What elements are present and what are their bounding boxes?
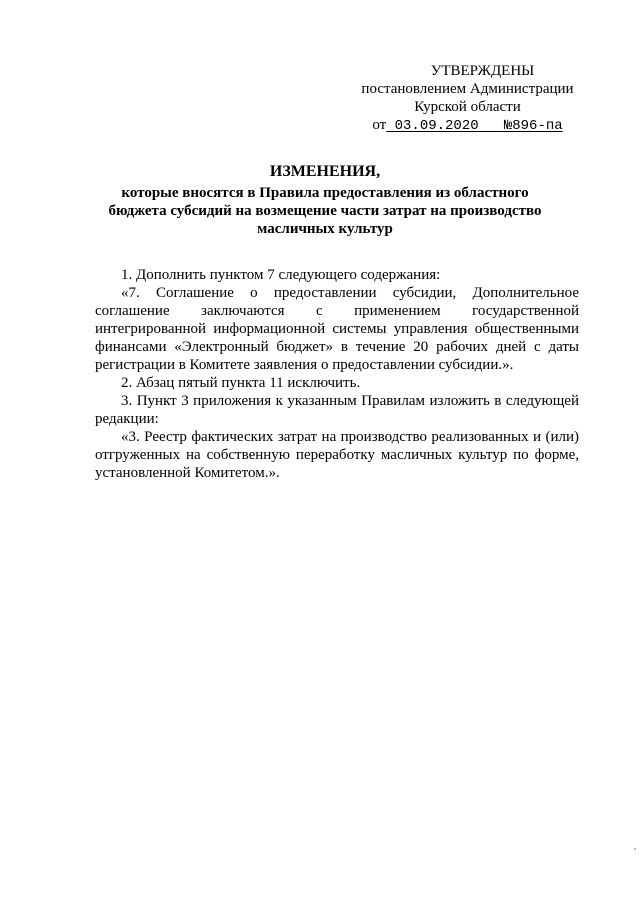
approval-stamp — [330, 62, 605, 135]
approval-heading: УТВЕРЖДЕНЫ — [430, 63, 535, 79]
title-subtitle-line-3: масличных культур — [257, 221, 393, 237]
title-main: ИЗМЕНЕНИЯ, — [269, 163, 381, 180]
title-subtitle-line-1: которые вносятся в Правила предоставления из областного — [121, 185, 529, 201]
paragraph-1: 1. Дополнить пунктом 7 следующего содержания: — [121, 267, 441, 283]
approval-region: Курской области — [414, 99, 521, 115]
title-subtitle-line-2: бюджета субсидий на возмещение части затрат на производство — [108, 203, 542, 219]
approval-authority: постановлением Администрации — [361, 81, 574, 97]
approval-date: 03.09.2020 — [394, 118, 479, 134]
approval-number: №896-па — [503, 118, 563, 134]
paragraph-3: 2. Абзац пятый пункта 11 исключить. — [121, 375, 361, 391]
approval-date-line — [330, 116, 605, 135]
date-prefix: от — [372, 117, 387, 133]
document-title — [80, 163, 570, 238]
paragraph-5: «3. Реестр фактических затрат на производство реализованных и (или) отгруженных на собственную переработку масличных культур по форме, установленной Комитетом.». — [95, 429, 579, 481]
document-body — [95, 266, 579, 482]
scan-speck — [634, 848, 636, 850]
paragraph-2: «7. Соглашение о предоставлении субсидии, Дополнительное соглашение заключаются с применением государственной интегрированной информационной системы управления общественными финансами «Электронный бюджет» в течение 20 рабочих дней с даты регистрации в Комитете заявления о предоставлении субсидии.». — [95, 285, 579, 373]
paragraph-4: 3. Пункт 3 приложения к указанным Правилам изложить в следующей редакции: — [95, 393, 579, 427]
